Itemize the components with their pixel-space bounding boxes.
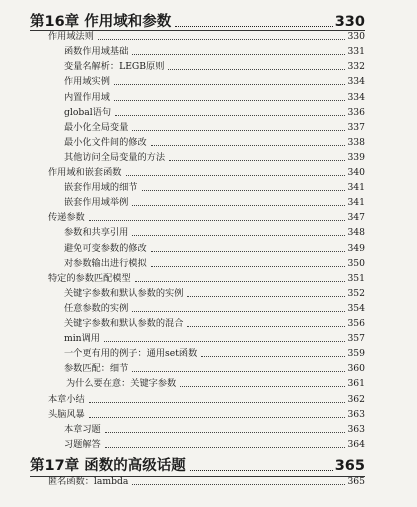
entry-title: 嵌套作用域举例 <box>64 197 129 209</box>
toc-entry <box>48 473 365 488</box>
leader-dots <box>132 234 345 236</box>
toc-entry <box>64 255 365 270</box>
entry-page-number: 354 <box>347 302 365 314</box>
leader-dots <box>201 355 345 357</box>
toc-entry <box>66 375 365 390</box>
chapter-page-number: 330 <box>334 14 365 30</box>
entry-page-number: 362 <box>347 393 365 405</box>
entry-title: 本章小结 <box>48 393 85 405</box>
leader-dots <box>151 144 346 146</box>
toc-entry <box>64 300 365 315</box>
entry-title: 嵌套作用域的细节 <box>64 182 138 194</box>
toc-entry <box>64 421 365 436</box>
entry-page-number: 350 <box>347 257 365 269</box>
entry-title: 关键字参数和默认参数的实例 <box>64 287 184 299</box>
entry-page-number: 337 <box>347 121 365 133</box>
leader-dots <box>187 295 345 297</box>
entry-title: 最小化文件间的修改 <box>64 136 147 148</box>
toc-entry <box>48 270 365 285</box>
chapter-page-number: 365 <box>334 457 365 474</box>
leader-dots <box>105 446 346 448</box>
leader-dots <box>132 204 345 206</box>
leader-dots <box>187 325 345 327</box>
entry-page-number: 356 <box>347 318 365 330</box>
entry-title: 传递参数 <box>48 212 85 224</box>
entry-title: min调用 <box>64 333 100 345</box>
leader-dots <box>169 159 345 161</box>
leader-dots <box>180 385 345 387</box>
toc-entry <box>48 209 365 224</box>
entry-page-number: 365 <box>347 475 365 487</box>
entry-title: 内置作用域 <box>64 91 110 103</box>
entry-title: 本章习题 <box>64 423 101 435</box>
entry-title: 任意参数的实例 <box>64 302 129 314</box>
entry-title: global语句 <box>64 106 112 118</box>
toc-entry <box>64 73 365 88</box>
entry-page-number: 364 <box>347 438 365 450</box>
entry-page-number: 341 <box>347 197 365 209</box>
leader-dots <box>142 189 346 191</box>
entry-page-number: 347 <box>347 212 365 224</box>
entry-title: 作用域实例 <box>64 76 110 88</box>
chapter-title: 第16章 作用域和参数 <box>30 14 172 30</box>
entry-title: 最小化全局变量 <box>64 121 129 133</box>
toc-entry <box>48 390 365 405</box>
leader-dots <box>132 53 345 55</box>
leader-dots <box>190 469 333 471</box>
toc-entry <box>48 406 365 421</box>
chapter-heading <box>30 453 365 475</box>
toc-entry <box>48 28 365 43</box>
entry-title: 匿名函数：lambda <box>48 475 129 487</box>
entry-page-number: 348 <box>347 227 365 239</box>
entry-title: 变量名解析：LEGB原则 <box>64 61 165 73</box>
entry-page-number: 349 <box>347 242 365 254</box>
toc-entry <box>64 315 365 330</box>
toc-entry <box>64 224 365 239</box>
leader-dots <box>126 174 346 176</box>
entry-page-number: 351 <box>347 272 365 284</box>
leader-dots <box>114 83 346 85</box>
leader-dots <box>89 416 346 418</box>
entry-page-number: 359 <box>347 348 365 360</box>
entry-title: 关键字参数和默认参数的混合 <box>64 318 184 330</box>
entry-title: 一个更有用的例子：通用set函数 <box>64 348 198 360</box>
entry-page-number: 331 <box>347 46 365 58</box>
entry-title: 特定的参数匹配模型 <box>48 272 131 284</box>
entry-page-number: 339 <box>347 151 365 163</box>
entry-page-number: 352 <box>347 287 365 299</box>
leader-dots <box>132 483 345 485</box>
leader-dots <box>114 99 346 101</box>
toc-entry <box>64 104 365 119</box>
leader-dots <box>89 219 346 221</box>
leader-dots <box>151 265 346 267</box>
leader-dots <box>98 38 346 40</box>
toc-entry <box>64 58 365 73</box>
entry-page-number: 363 <box>347 423 365 435</box>
entry-page-number: 332 <box>347 61 365 73</box>
toc-entry <box>64 88 365 103</box>
entry-page-number: 334 <box>347 91 365 103</box>
toc-entry <box>64 345 365 360</box>
entry-title: 作用域和嵌套函数 <box>48 167 122 179</box>
toc-entry <box>64 43 365 58</box>
leader-dots <box>132 310 345 312</box>
entry-title: 作用域法则 <box>48 31 94 43</box>
toc-entry <box>64 330 365 345</box>
toc-entry <box>48 164 365 179</box>
chapter-title: 第17章 函数的高级话题 <box>30 457 186 474</box>
toc-entry <box>64 119 365 134</box>
leader-dots <box>135 280 346 282</box>
entry-page-number: 341 <box>347 182 365 194</box>
entry-page-number: 334 <box>347 76 365 88</box>
entry-page-number: 357 <box>347 333 365 345</box>
leader-dots <box>105 431 346 433</box>
entry-title: 参数匹配：细节 <box>64 363 129 375</box>
toc-entry <box>64 360 365 375</box>
entry-title: 头脑风暴 <box>48 408 85 420</box>
entry-page-number: 361 <box>347 378 365 390</box>
entry-title: 避免可变参数的修改 <box>64 242 147 254</box>
toc-entry <box>64 239 365 254</box>
leader-dots <box>89 401 346 403</box>
entry-page-number: 360 <box>347 363 365 375</box>
leader-dots <box>151 250 346 252</box>
leader-dots <box>104 340 346 342</box>
entry-title: 对参数输出进行模拟 <box>64 257 147 269</box>
entry-title: 为什么要在意：关键字参数 <box>66 378 177 390</box>
entry-page-number: 340 <box>347 167 365 179</box>
toc-entry <box>64 194 365 209</box>
entry-page-number: 330 <box>347 31 365 43</box>
entry-page-number: 336 <box>347 106 365 118</box>
leader-dots <box>132 129 345 131</box>
toc-entry <box>64 149 365 164</box>
leader-dots <box>175 25 332 27</box>
toc-entry <box>64 134 365 149</box>
toc-entry <box>64 436 365 451</box>
toc-entry <box>64 285 365 300</box>
leader-dots <box>168 68 345 70</box>
entry-title: 习题解答 <box>64 438 101 450</box>
entry-title: 其他访问全局变量的方法 <box>64 151 166 163</box>
toc-entry <box>64 179 365 194</box>
leader-dots <box>115 114 345 116</box>
entry-page-number: 338 <box>347 136 365 148</box>
entry-title: 参数和共享引用 <box>64 227 129 239</box>
entry-title: 函数作用域基础 <box>64 46 129 58</box>
leader-dots <box>132 370 345 372</box>
entry-page-number: 363 <box>347 408 365 420</box>
